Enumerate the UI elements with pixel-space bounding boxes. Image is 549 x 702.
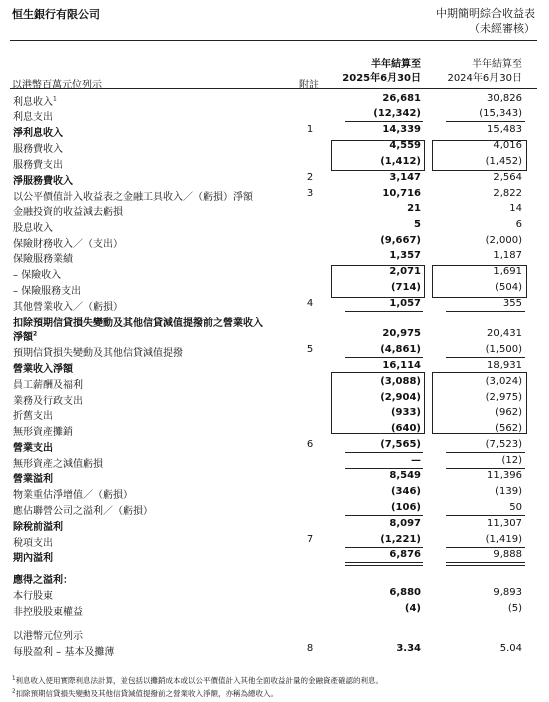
statement-row [0, 171, 549, 187]
row-note: 4 [306, 298, 314, 309]
fee-current-box [331, 140, 425, 171]
prior-period-value: (504) [495, 282, 522, 293]
subtotal-rule [446, 515, 525, 516]
prior-period-value: 4,016 [493, 140, 522, 151]
statement-row [0, 234, 549, 250]
prior-period-value: (3,024) [485, 376, 522, 387]
row-note: 7 [306, 534, 314, 545]
header-rule [10, 40, 537, 41]
row-label: 營業支出 [13, 443, 53, 454]
prior-period-value: (15,343) [479, 108, 522, 119]
row-label: 淨服務費收入 [13, 176, 73, 187]
statement-row [0, 187, 549, 203]
current-period-value: (1,221) [380, 534, 421, 545]
subtotal-rule [345, 121, 423, 122]
current-period-date: 2025年6月30日 [342, 73, 421, 84]
current-period-top: 半年結算至 [371, 59, 421, 70]
row-note: 3 [306, 188, 314, 199]
row-label: 扣除預期信貸損失變動及其他信貸減值提撥前之營業收入 [13, 318, 263, 329]
prior-period-value: 1,187 [493, 250, 522, 261]
current-period-value: 1,057 [389, 298, 421, 309]
current-period-value: (106) [390, 502, 421, 513]
footnote-2: $^2$扣除預期信貸損失變動及其他信貸減值提撥前之營業收入淨額，亦稱為總收入。 [12, 688, 278, 698]
current-period-value: (933) [390, 407, 421, 418]
prior-period-value: (562) [495, 423, 522, 434]
current-period-value: (640) [390, 423, 421, 434]
prior-period-value: 355 [502, 298, 522, 309]
prior-period-value: 2,564 [493, 172, 522, 183]
row-label: – 保險收入 [13, 270, 62, 281]
row-label: 股息收入 [13, 223, 53, 234]
statement-row [0, 517, 549, 533]
current-period-value: (2,904) [380, 392, 421, 403]
row-label: 除稅前溢利 [13, 522, 63, 533]
total-double-rule [446, 565, 525, 566]
row-label: 以公平價值計入收益表之金融工具收入／（虧損）淨額 [13, 192, 253, 203]
row-label: 營業收入淨額 [13, 364, 73, 375]
current-period-value: 4,559 [389, 140, 421, 151]
unit-label: 以港幣百萬元位列示 [12, 80, 102, 91]
statement-row [0, 218, 549, 234]
current-period-value: 21 [407, 203, 421, 214]
row-label: 淨額$^2$ [13, 330, 38, 343]
footnote-1: $^1$利息收入使用實際利息法計算，並包括以攤銷成本或以公平價值計入其他全面收益計量的金融資產確認的利息。 [12, 675, 383, 685]
current-period-value: (714) [390, 282, 421, 293]
subtotal-rule [446, 562, 525, 563]
statement-row [0, 469, 549, 485]
row-label: 物業重估淨增值／（虧損） [13, 490, 133, 501]
current-period-value: (3,088) [380, 376, 421, 387]
row-note: 5 [306, 344, 314, 355]
subtotal-rule [345, 357, 423, 358]
prior-period-value: (962) [495, 407, 522, 418]
prior-period-value: 1,691 [493, 266, 522, 277]
row-label: 服務費收入 [13, 144, 63, 155]
insurance-prior-box [432, 265, 527, 298]
prior-period-value: 9,888 [493, 549, 522, 560]
current-period-value: 6,876 [389, 549, 421, 560]
row-note: 1 [306, 124, 314, 135]
current-period-header [342, 58, 421, 86]
prior-period-value: 11,307 [487, 518, 522, 529]
prior-period-value: 18,931 [487, 360, 522, 371]
statement-title-sub: （未經審核） [469, 22, 535, 35]
row-label: 以港幣元位列示 [13, 631, 83, 642]
statement-row [0, 123, 549, 139]
opex-current-box [331, 372, 425, 434]
current-period-value: 16,114 [382, 360, 421, 371]
current-period-value: 6,880 [389, 587, 421, 598]
current-period-value: 10,716 [382, 188, 421, 199]
column-header-rule [10, 88, 537, 89]
footnote-marker: 1 [53, 95, 57, 103]
prior-period-value: 5.04 [499, 643, 522, 654]
current-period-value: 1,357 [389, 250, 421, 261]
current-period-value: (12,342) [373, 108, 421, 119]
prior-period-value: 14 [509, 203, 522, 214]
prior-period-header [447, 58, 522, 86]
subtotal-rule [446, 121, 525, 122]
current-period-value: 26,681 [382, 93, 421, 104]
row-label: 稅項支出 [13, 538, 53, 549]
current-period-value: (346) [390, 486, 421, 497]
current-period-value: 3,147 [389, 172, 421, 183]
row-label: 營業溢利 [13, 474, 53, 485]
row-label: 金融投資的收益減去虧損 [13, 207, 123, 218]
statement-row [0, 202, 549, 218]
company-name: 恒生銀行有限公司 [12, 8, 100, 21]
row-label: 折舊支出 [13, 411, 53, 422]
subtotal-rule [446, 468, 525, 469]
prior-period-top: 半年結算至 [472, 59, 522, 70]
statement-title-main: 中期簡明綜合收益表 [436, 7, 535, 20]
statement-row [0, 92, 549, 108]
row-label: 每股盈利 – 基本及攤薄 [13, 647, 115, 658]
current-period-value: 8,097 [389, 518, 421, 529]
row-label: – 保險服務支出 [13, 286, 82, 297]
subtotal-rule [446, 357, 525, 358]
current-period-value: (9,667) [380, 235, 421, 246]
prior-period-value: (1,419) [485, 534, 522, 545]
row-label: 利息收入$^1$ [13, 95, 57, 108]
row-label: 期內溢利 [13, 553, 53, 564]
subtotal-rule [446, 311, 525, 312]
statement-row [0, 570, 549, 586]
prior-period-value: 50 [509, 502, 522, 513]
statement-title [436, 6, 535, 36]
current-period-value: 14,339 [382, 124, 421, 135]
prior-period-value: 11,396 [487, 470, 522, 481]
prior-period-value: (5) [507, 603, 522, 614]
statement-row [0, 626, 549, 642]
prior-period-value: 2,822 [493, 188, 522, 199]
total-double-rule [345, 565, 423, 566]
note-column-header: 附註 [299, 80, 319, 91]
row-label: 業務及行政支出 [13, 396, 83, 407]
prior-period-value: (2,000) [485, 235, 522, 246]
row-label: 無形資產攤銷 [13, 427, 73, 438]
opex-prior-box [432, 372, 527, 434]
insurance-current-box [331, 265, 425, 298]
row-label: 保險服務業績 [13, 254, 73, 265]
row-label: 非控股股東權益 [13, 607, 83, 618]
row-note: 8 [306, 643, 314, 654]
subtotal-rule [345, 452, 423, 453]
current-period-value: (7,565) [380, 439, 421, 450]
prior-period-value: 6 [515, 219, 522, 230]
row-label: 應佔聯營公司之溢利／（虧損） [13, 506, 153, 517]
subtotal-rule [446, 547, 525, 548]
current-period-value: — [411, 455, 421, 466]
row-label: 本行股東 [13, 591, 53, 602]
fee-prior-box [432, 140, 527, 171]
prior-period-value: (12) [501, 455, 522, 466]
footnote-marker: 2 [33, 330, 38, 338]
row-note: 2 [306, 172, 314, 183]
row-label: 淨利息收入 [13, 128, 63, 139]
current-period-value: (4) [404, 603, 421, 614]
subtotal-rule [345, 547, 423, 548]
prior-period-value: (7,523) [485, 439, 522, 450]
prior-period-value: 9,893 [493, 587, 522, 598]
subtotal-rule [345, 468, 423, 469]
row-label: 無形資產之減值虧損 [13, 459, 103, 470]
row-label: 應得之溢利： [13, 575, 73, 586]
prior-period-date: 2024年6月30日 [447, 73, 522, 84]
current-period-value: 20,975 [382, 328, 421, 339]
statement-row [0, 249, 549, 265]
current-period-value: 3.34 [396, 643, 421, 654]
prior-period-value: (1,452) [485, 156, 522, 167]
statement-row [0, 586, 549, 602]
statement-row [0, 327, 549, 343]
prior-period-value: (2,975) [485, 392, 522, 403]
row-label: 保險財務收入／（支出） [13, 239, 123, 250]
prior-period-value: 20,431 [487, 328, 522, 339]
prior-period-value: 15,483 [487, 124, 522, 135]
current-period-value: 2,071 [389, 266, 421, 277]
current-period-value: 8,549 [389, 470, 421, 481]
current-period-value: 5 [414, 219, 421, 230]
row-note: 6 [306, 439, 314, 450]
current-period-value: (4,861) [380, 344, 421, 355]
statement-row [0, 602, 549, 618]
subtotal-rule [345, 562, 423, 563]
statement-row [0, 485, 549, 501]
prior-period-value: 30,826 [487, 93, 522, 104]
row-label: 其他營業收入／（虧損） [13, 302, 123, 313]
subtotal-rule [345, 311, 423, 312]
prior-period-value: (139) [495, 486, 522, 497]
subtotal-rule [446, 452, 525, 453]
subtotal-rule [345, 515, 423, 516]
row-label: 利息支出 [13, 112, 53, 123]
current-period-value: (1,412) [380, 156, 421, 167]
statement-row [0, 642, 549, 658]
row-label: 員工薪酬及福利 [13, 380, 83, 391]
prior-period-value: (1,500) [485, 344, 522, 355]
row-label: 預期信貸損失變動及其他信貸減值提撥 [13, 348, 183, 359]
row-label: 服務費支出 [13, 160, 63, 171]
